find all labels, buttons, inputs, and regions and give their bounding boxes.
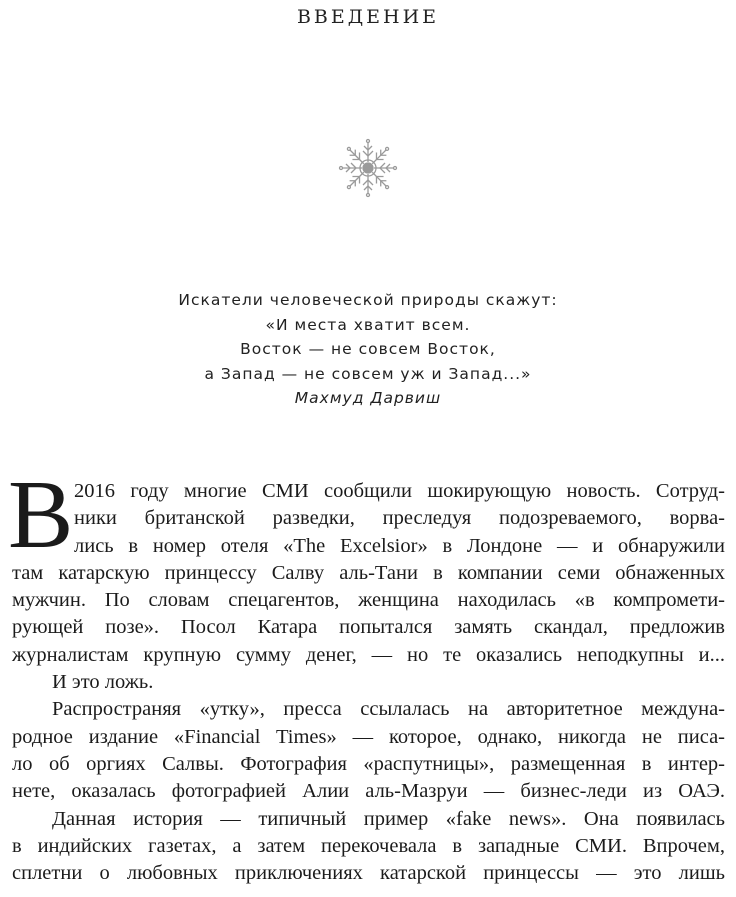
text-line: мужчин. По словам спецагентов, женщина находилась «в компромети-: [12, 589, 725, 612]
text-line: рующей позе». Посол Катара попытался замять скандал, предложив: [12, 616, 725, 639]
text-line: Распространяя «утку», пресса ссылалась на авторитетное междуна-: [52, 698, 725, 721]
chapter-title: ВВЕДЕНИЕ: [296, 6, 440, 28]
epigraph-line: «И места хватит всем.: [265, 315, 471, 334]
text-line: 2016 году многие СМИ сообщили шокирующую новость. Сотруд-: [74, 480, 725, 502]
epigraph-line: а Запад — не совсем уж и Запад...»: [204, 364, 532, 383]
epigraph: [0, 288, 736, 411]
epigraph-line: Восток — не совсем Восток,: [240, 340, 496, 358]
text-line: сплетни о любовных приключениях катарской принцессы — это лишь: [12, 862, 725, 885]
text-line: в индийских газетах, а затем перекочевала в западные СМИ. Впрочем,: [12, 834, 725, 857]
text-line: ники британской разведки, преследуя подозреваемого, ворва-: [74, 507, 725, 530]
text-line: ло об оргиях Салвы. Фотография «распутницы», размещенная в интер-: [12, 752, 725, 775]
text-line: лись в номер отеля «The Excelsior» в Лондоне — и обнаружили: [74, 534, 725, 557]
body-text: [12, 478, 725, 887]
text-line: журналистам крупную сумму денег, — но те оказались неподкупны и...: [12, 643, 725, 666]
text-line: И это ложь.: [52, 671, 154, 694]
text-line: нете, оказалась фотографией Алии аль-Мазруи — бизнес-леди из ОАЭ.: [12, 780, 725, 803]
epigraph-line: Искатели человеческой природы скажут:: [178, 291, 558, 309]
text-line: Данная история — типичный пример «fake news». Она появилась: [52, 807, 725, 830]
epigraph-author: Махмуд Дарвиш: [294, 389, 442, 407]
snowflake-ornament-icon: [338, 138, 398, 198]
drop-cap: В: [8, 461, 74, 569]
text-line: там катарскую принцессу Салву аль-Тани в компании семи обнаженных: [12, 561, 725, 584]
text-line: родное издание «Financial Times» — которое, однако, никогда не писа-: [12, 725, 725, 748]
